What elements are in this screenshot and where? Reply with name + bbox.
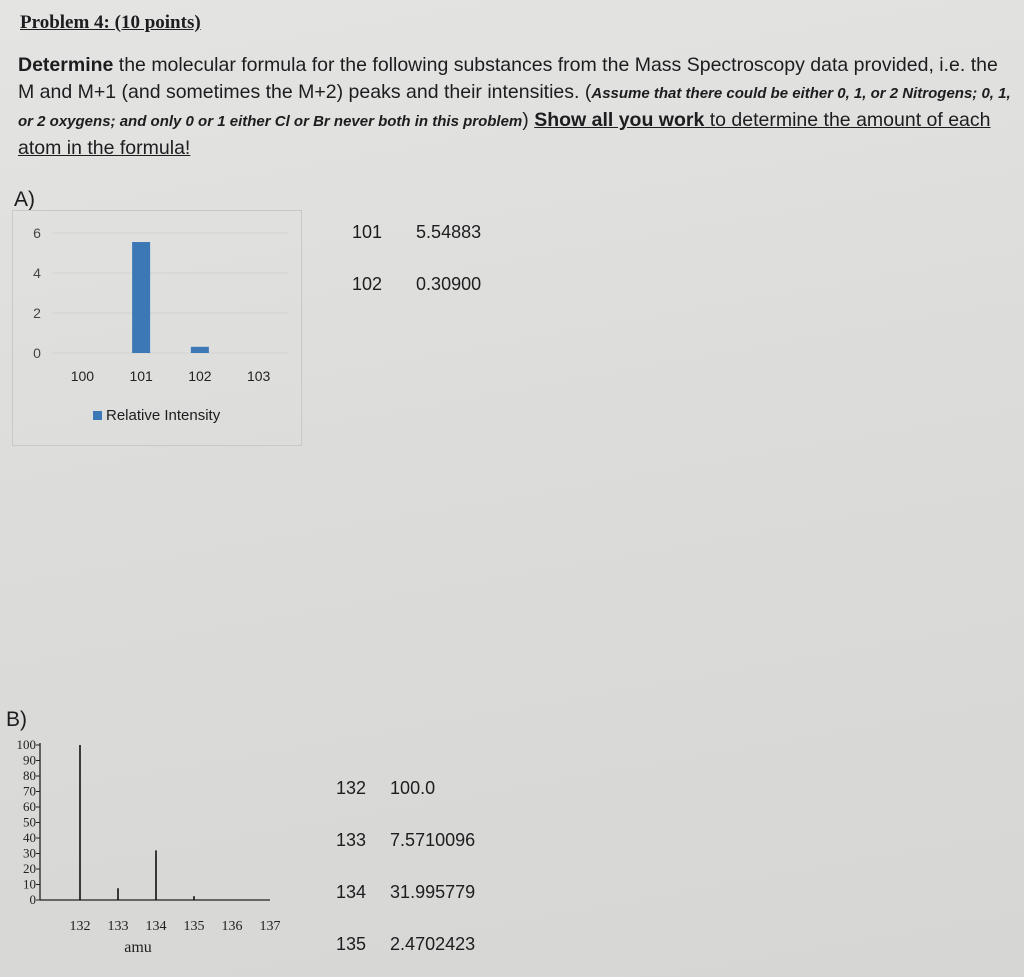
peak-b-row xyxy=(336,830,475,851)
y-tick-label: 10 xyxy=(23,876,36,892)
peak-a-row xyxy=(352,222,481,243)
peak-b-row xyxy=(336,934,475,955)
x-tick-label: 136 xyxy=(221,919,243,934)
peak-intensity: 31.995779 xyxy=(390,882,476,902)
y-tick-label: 40 xyxy=(23,830,36,845)
y-tick-label: 4 xyxy=(33,265,41,281)
y-tick-label: 2 xyxy=(33,305,41,321)
peak-intensity: 7.5710096 xyxy=(390,830,476,850)
x-tick-label: 103 xyxy=(246,368,271,384)
peak-intensity: 0.30900 xyxy=(416,274,482,294)
y-tick-label: 70 xyxy=(23,783,36,799)
peak-intensity: 5.54883 xyxy=(416,222,482,242)
x-tick-label: 135 xyxy=(183,919,205,934)
x-tick-label: 132 xyxy=(69,919,91,934)
instructions-show-work: Show all you work xyxy=(534,109,705,131)
instructions-body: the molecular formula for the following substances from the Mass Spectroscopy data provided, i.e. the M and M+1 (and sometimes the M+2) peaks and their intensities. ( xyxy=(18,54,998,103)
y-tick-label: 100 xyxy=(16,737,36,752)
y-tick-label: 60 xyxy=(23,799,36,814)
bar xyxy=(132,242,150,353)
y-tick-label: 6 xyxy=(33,225,41,241)
instructions-assumption: Assume that there could be either 0, 1, or 2 Nitrogens; 0, 1, or 2 oxygens; and only 0 or 1 either Cl or Br never both in this problem xyxy=(18,85,1011,130)
peak-mz: 132 xyxy=(336,778,367,798)
chart-a xyxy=(12,210,302,446)
problem-title: Problem 4: (10 points) xyxy=(20,12,201,33)
peak-mz: 134 xyxy=(336,882,367,902)
peak-mz: 135 xyxy=(336,934,367,954)
peak-a-row xyxy=(352,274,481,295)
y-tick-label: 20 xyxy=(23,861,36,876)
chart-b-svg xyxy=(0,728,300,968)
x-tick-label: 100 xyxy=(70,368,95,384)
x-tick-label: 101 xyxy=(129,368,153,384)
instructions-close: ) xyxy=(522,109,535,131)
y-tick-label: 0 xyxy=(29,892,36,907)
chart-a-legend xyxy=(93,407,220,424)
x-tick-label: 137 xyxy=(259,919,281,934)
peak-intensity: 2.4702423 xyxy=(390,934,476,954)
bar xyxy=(191,347,209,353)
y-tick-label: 90 xyxy=(23,752,36,768)
legend-label: Relative Intensity xyxy=(106,407,221,424)
y-tick-label: 0 xyxy=(33,345,41,361)
peak-mz: 101 xyxy=(352,222,383,242)
instructions xyxy=(18,52,1018,162)
x-tick-label: 134 xyxy=(145,919,167,934)
chart-b xyxy=(0,728,300,968)
part-b-label: B) xyxy=(6,708,27,731)
instructions-lead: Determine xyxy=(18,54,114,76)
instructions-tail: to determine the amount of each atom in the formula! xyxy=(18,109,991,159)
x-axis-label: amu xyxy=(124,939,152,956)
x-tick-label: 133 xyxy=(107,919,129,934)
peak-b-row xyxy=(336,778,435,799)
legend-swatch xyxy=(93,411,102,420)
peak-mz: 102 xyxy=(352,274,383,294)
y-tick-label: 80 xyxy=(23,768,36,783)
x-tick-label: 102 xyxy=(188,368,212,384)
part-a-label: A) xyxy=(14,188,35,211)
peak-intensity: 100.0 xyxy=(390,778,436,798)
y-tick-label: 30 xyxy=(23,845,36,861)
y-tick-label: 50 xyxy=(23,814,36,830)
peak-b-row xyxy=(336,882,475,903)
peak-mz: 133 xyxy=(336,830,367,850)
